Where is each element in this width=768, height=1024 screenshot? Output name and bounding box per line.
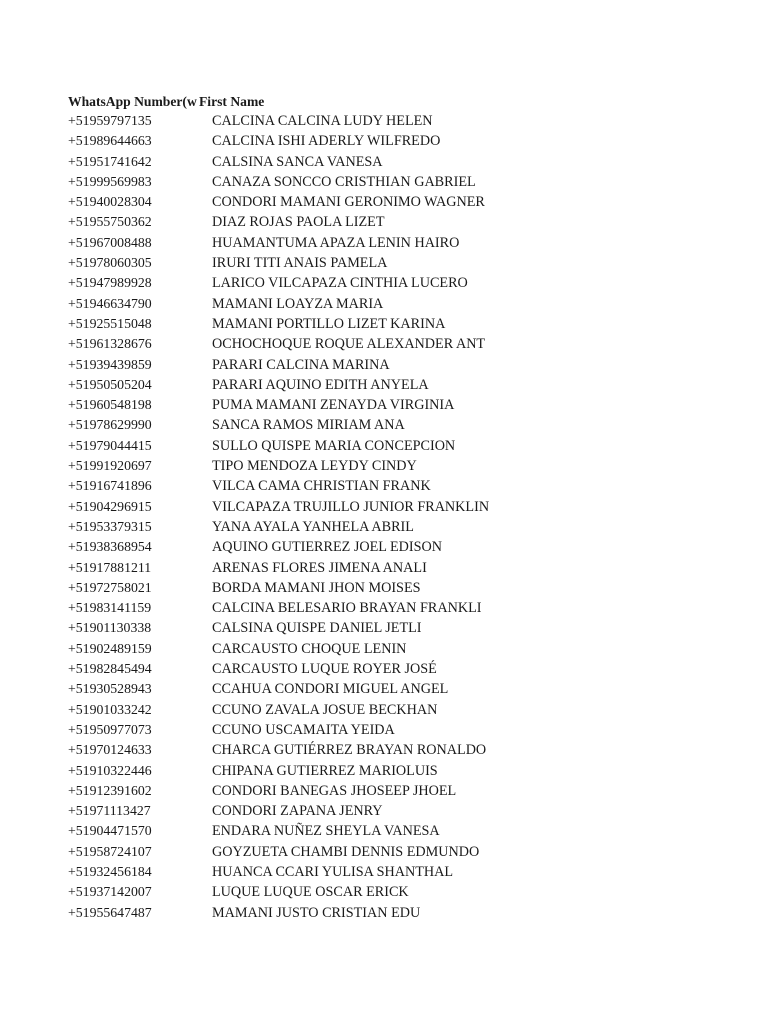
table-row [68,821,508,841]
table-row [68,456,508,476]
table-row [68,882,508,902]
phone-number-cell: +51972758021 [68,579,152,595]
first-name-cell: LARICO VILCAPAZA CINTHIA LUCERO [212,275,468,292]
table-row [68,375,508,395]
table-row [68,618,508,638]
first-name-cell: CONDORI ZAPANA JENRY [212,803,383,820]
table-row [68,253,508,273]
first-name-cell: CONDORI MAMANI GERONIMO WAGNER [212,194,485,211]
first-name-cell: AQUINO GUTIERREZ JOEL EDISON [212,539,442,556]
first-name-cell: CCAHUA CONDORI MIGUEL ANGEL [212,681,449,698]
table-row [68,436,508,456]
first-name-cell: PARARI AQUINO EDITH ANYELA [212,376,429,393]
table-row [68,273,508,293]
phone-number-cell: +51951741642 [68,153,152,169]
table-row [68,314,508,334]
table-row [68,212,508,232]
table-row [68,537,508,557]
phone-number-cell: +51904471570 [68,823,152,839]
first-name-cell: HUANCA CCARI YULISA SHANTHAL [212,863,454,880]
table-row [68,700,508,720]
table-row [68,558,508,578]
first-name-cell: OCHOCHOQUE ROQUE ALEXANDER ANT [212,336,486,353]
phone-number-cell: +51950505204 [68,376,152,392]
phone-number-cell: +51912391602 [68,782,152,798]
phone-number-cell: +51925515048 [68,315,152,331]
table-row [68,517,508,537]
table-row [68,761,508,781]
first-name-cell: GOYZUETA CHAMBI DENNIS EDMUNDO [212,843,480,860]
header-whatsapp-number: WhatsApp Number(w [68,94,197,109]
first-name-cell: CARCAUSTO LUQUE ROYER JOSÉ [212,661,437,678]
first-name-cell: CONDORI BANEGAS JHOSEEP JHOEL [212,782,457,799]
phone-number-cell: +51955647487 [68,904,152,920]
table-row [68,740,508,760]
phone-number-cell: +51940028304 [68,194,152,210]
first-name-cell: CARCAUSTO CHOQUE LENIN [212,640,407,657]
first-name-cell: IRURI TITI ANAIS PAMELA [212,255,388,272]
phone-number-cell: +51979044415 [68,437,152,453]
first-name-cell: CHARCA GUTIÉRREZ BRAYAN RONALDO [212,742,487,759]
table-row [68,415,508,435]
phone-number-cell: +51955750362 [68,214,152,230]
first-name-cell: CALCINA CALCINA LUDY HELEN [212,113,433,129]
table-row [68,172,508,192]
phone-number-cell: +51978629990 [68,417,152,433]
table-row [68,355,508,375]
first-name-cell: DIAZ ROJAS PAOLA LIZET [212,214,385,231]
header-first-name: First Name [199,94,265,109]
phone-number-cell: +51930528943 [68,681,152,697]
first-name-cell: SANCA RAMOS MIRIAM ANA [212,417,405,434]
first-name-cell: PARARI CALCINA MARINA [212,356,390,373]
phone-number-cell: +51950977073 [68,721,152,737]
first-name-cell: MAMANI PORTILLO LIZET KARINA [212,315,446,332]
phone-number-cell: +51958724107 [68,843,152,859]
first-name-cell: PUMA MAMANI ZENAYDA VIRGINIA [212,397,455,414]
first-name-cell: CALCINA ISHI ADERLY WILFREDO [212,133,441,150]
phone-number-cell: +51959797135 [68,113,152,128]
table-row [68,233,508,253]
first-name-cell: CALSINA SANCA VANESA [212,153,383,170]
phone-number-cell: +51917881211 [68,559,152,575]
phone-number-cell: +51947989928 [68,275,152,291]
phone-number-cell: +51978060305 [68,255,152,271]
first-name-cell: ENDARA NUÑEZ SHEYLA VANESA [212,823,440,840]
first-name-cell: TIPO MENDOZA LEYDY CINDY [212,458,417,475]
table-row [68,781,508,801]
phone-number-cell: +51916741896 [68,478,152,494]
phone-number-cell: +51983141159 [68,600,152,616]
phone-number-cell: +51971113427 [68,803,151,819]
table-body [68,111,508,923]
table-row [68,659,508,679]
table-row [68,679,508,699]
table-row [68,476,508,496]
phone-number-cell: +51932456184 [68,863,152,879]
table-row [68,192,508,212]
header-row [68,92,508,111]
table-row [68,639,508,659]
table-row [68,720,508,740]
first-name-cell: CANAZA SONCCO CRISTHIAN GABRIEL [212,173,476,190]
phone-number-cell: +51991920697 [68,458,152,474]
first-name-cell: CALCINA BELESARIO BRAYAN FRANKLI [212,600,482,617]
table-row [68,862,508,882]
phone-number-cell: +51953379315 [68,518,152,534]
phone-number-cell: +51982845494 [68,661,152,677]
table-row [68,152,508,172]
phone-number-cell: +51989644663 [68,133,152,149]
first-name-cell: LUQUE LUQUE OSCAR ERICK [212,884,409,901]
phone-number-cell: +51946634790 [68,295,152,311]
first-name-cell: CHIPANA GUTIERREZ MARIOLUIS [212,762,438,779]
table-row [68,497,508,517]
phone-number-cell: +51937142007 [68,884,152,900]
first-name-cell: SULLO QUISPE MARIA CONCEPCION [212,437,456,454]
phone-number-cell: +51938368954 [68,539,152,555]
phone-number-cell: +51901033242 [68,701,152,717]
table-row [68,903,508,923]
first-name-cell: CALSINA QUISPE DANIEL JETLI [212,620,422,637]
first-name-cell: MAMANI JUSTO CRISTIAN EDU [212,904,421,921]
table-row [68,395,508,415]
first-name-cell: VILCA CAMA CHRISTIAN FRANK [212,478,431,495]
first-name-cell: YANA AYALA YANHELA ABRIL [212,518,414,535]
phone-number-cell: +51999569983 [68,173,152,189]
first-name-cell: BORDA MAMANI JHON MOISES [212,579,421,596]
phone-number-cell: +51960548198 [68,397,152,413]
table-row [68,598,508,618]
phone-number-cell: +51910322446 [68,762,152,778]
phone-number-cell: +51967008488 [68,234,152,250]
table-row [68,801,508,821]
spreadsheet-table [68,92,508,923]
table-row [68,842,508,862]
first-name-cell: ARENAS FLORES JIMENA ANALI [212,559,427,576]
phone-number-cell: +51904296915 [68,498,152,514]
table-row [68,131,508,151]
table-row [68,578,508,598]
phone-number-cell: +51939439859 [68,356,152,372]
table-row [68,111,508,131]
table-row [68,294,508,314]
phone-number-cell: +51961328676 [68,336,152,352]
first-name-cell: CCUNO USCAMAITA YEIDA [212,721,395,738]
first-name-cell: MAMANI LOAYZA MARIA [212,295,384,312]
first-name-cell: VILCAPAZA TRUJILLO JUNIOR FRANKLIN [212,498,490,515]
first-name-cell: CCUNO ZAVALA JOSUE BECKHAN [212,701,438,718]
phone-number-cell: +51901130338 [68,620,152,636]
phone-number-cell: +51902489159 [68,640,152,656]
table-row [68,334,508,354]
first-name-cell: HUAMANTUMA APAZA LENIN HAIRO [212,234,460,251]
phone-number-cell: +51970124633 [68,742,152,758]
